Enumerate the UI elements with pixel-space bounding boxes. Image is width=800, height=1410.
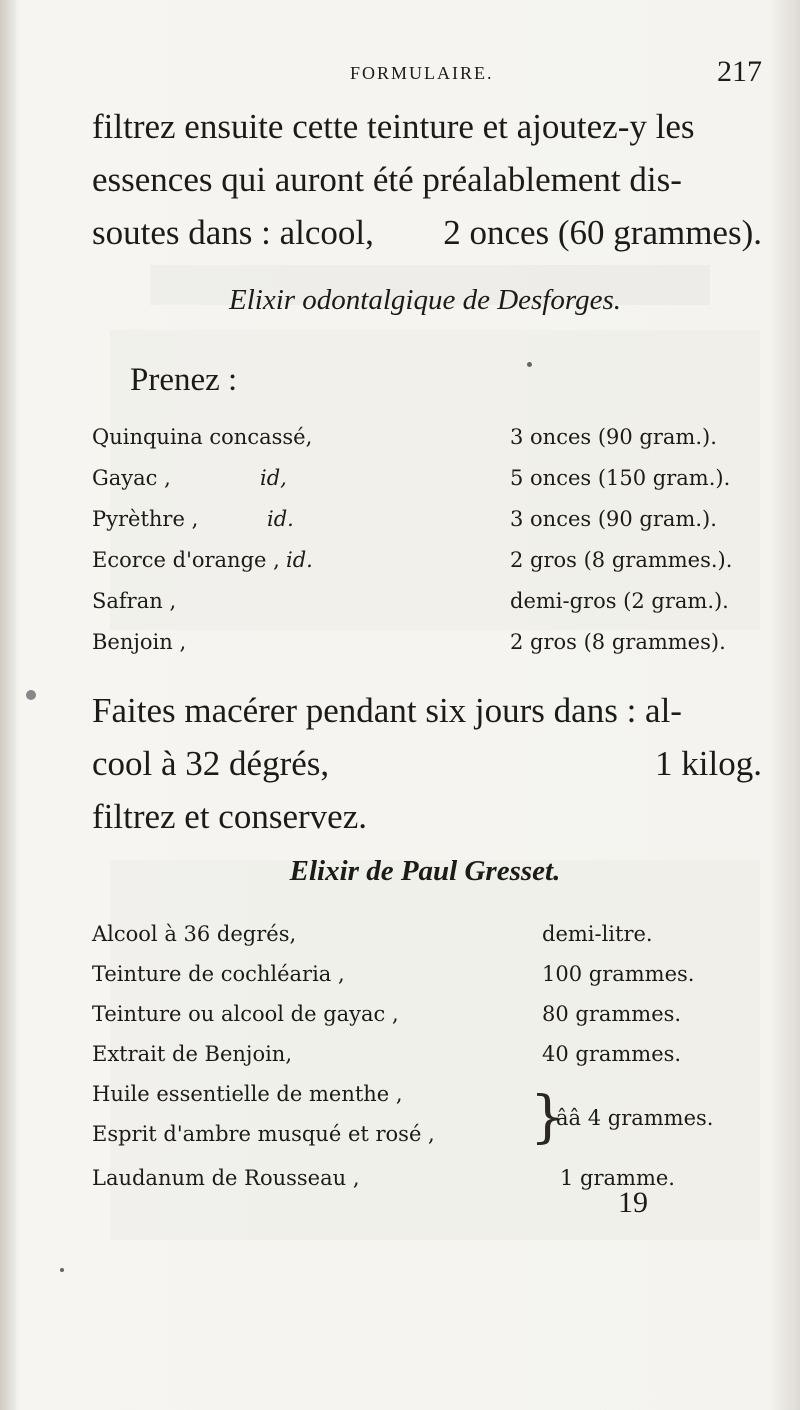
ingredient-row-group <box>92 1082 760 1166</box>
text-fragment: cool à 32 dégrés, <box>92 744 330 783</box>
ingredient-name: Laudanum de Rousseau , <box>92 1166 360 1190</box>
ink-speck <box>60 1268 64 1272</box>
section-title: Elixir odontalgique de Desforges. <box>229 284 621 316</box>
ingredient-row <box>92 1042 760 1082</box>
ingredient-list <box>92 425 760 671</box>
ingredient-name: Esprit d'ambre musqué et rosé , <box>92 1122 435 1146</box>
ingredient-name: Teinture de cochléaria , <box>92 962 345 986</box>
signature-mark: 19 <box>618 1186 648 1219</box>
ingredient-row <box>92 425 760 466</box>
ingredient-name: Extrait de Benjoin, <box>92 1042 293 1066</box>
ingredient-name: Benjoin , <box>92 630 187 654</box>
ingredient-row <box>92 548 760 589</box>
ingredient-quantity: 100 grammes. <box>542 962 695 986</box>
text-line: filtrez et conservez. <box>92 797 367 836</box>
ingredient-row <box>92 1166 760 1206</box>
ingredient-note: id. <box>267 507 294 531</box>
text-fragment: 1 kilog. <box>655 744 762 783</box>
ingredient-list <box>92 922 760 1206</box>
ingredient-name: Safran , <box>92 589 177 613</box>
text-line <box>92 737 762 790</box>
ingredient-row <box>92 1002 760 1042</box>
ingredient-name: Quinquina concassé, <box>92 425 313 449</box>
ingredient-row <box>92 466 760 507</box>
ingredient-quantity: 2 gros (8 grammes). <box>510 630 726 654</box>
ingredient-row <box>92 630 760 671</box>
text-fragment: 2 onces (60 grammes). <box>443 213 762 252</box>
page-header <box>90 55 770 95</box>
page-gutter <box>0 0 16 1410</box>
ingredient-quantity: 2 gros (8 grammes.). <box>510 548 733 572</box>
ink-speck <box>527 362 532 367</box>
ingredient-quantity: demi-litre. <box>542 922 653 946</box>
ingredient-quantity: ââ 4 grammes. <box>556 1106 714 1130</box>
brace-group <box>530 1082 760 1162</box>
ingredient-name: Ecorce d'orange , <box>92 548 280 572</box>
ingredient-row <box>92 962 760 1002</box>
ingredient-name: Alcool à 36 degrés, <box>92 922 297 946</box>
ingredient-name: Gayac , <box>92 466 171 490</box>
text-line: essences qui auront été préalablement dis- <box>92 160 682 199</box>
ingredient-quantity: 5 onces (150 gram.). <box>510 466 731 490</box>
running-title: FORMULAIRE. <box>350 63 494 83</box>
ingredient-quantity: 40 grammes. <box>542 1042 682 1066</box>
text-line: Faites macérer pendant six jours dans : al- <box>92 691 682 730</box>
ingredient-quantity: demi-gros (2 gram.). <box>510 589 729 613</box>
ingredient-quantity: 3 onces (90 gram.). <box>510 425 717 449</box>
ingredient-row <box>92 922 760 962</box>
text-fragment: soutes dans : alcool, <box>92 213 374 252</box>
text-line <box>92 206 762 259</box>
instructions-paragraph <box>92 684 762 843</box>
intro-paragraph <box>92 100 762 259</box>
ingredient-row <box>92 589 760 630</box>
ingredient-name: Pyrèthre , <box>92 507 199 531</box>
ingredient-name: Teinture ou alcool de gayac , <box>92 1002 399 1026</box>
ink-speck <box>26 690 36 700</box>
brace-symbol: } <box>530 1085 566 1150</box>
prenez-label: Prenez : <box>130 362 238 398</box>
ingredient-note: id. <box>286 548 313 572</box>
ingredient-quantity: 1 gramme. <box>560 1166 675 1190</box>
section-title: Elixir de Paul Gresset. <box>289 855 561 887</box>
ingredient-quantity: 3 onces (90 gram.). <box>510 507 717 531</box>
ingredient-note: id, <box>260 466 287 490</box>
ingredient-row <box>92 507 760 548</box>
text-line: filtrez ensuite cette teinture et ajoutez-y les <box>92 107 695 146</box>
page-number: 217 <box>717 55 762 88</box>
ingredient-name: Huile essentielle de menthe , <box>92 1082 403 1106</box>
ingredient-quantity: 80 grammes. <box>542 1002 682 1026</box>
